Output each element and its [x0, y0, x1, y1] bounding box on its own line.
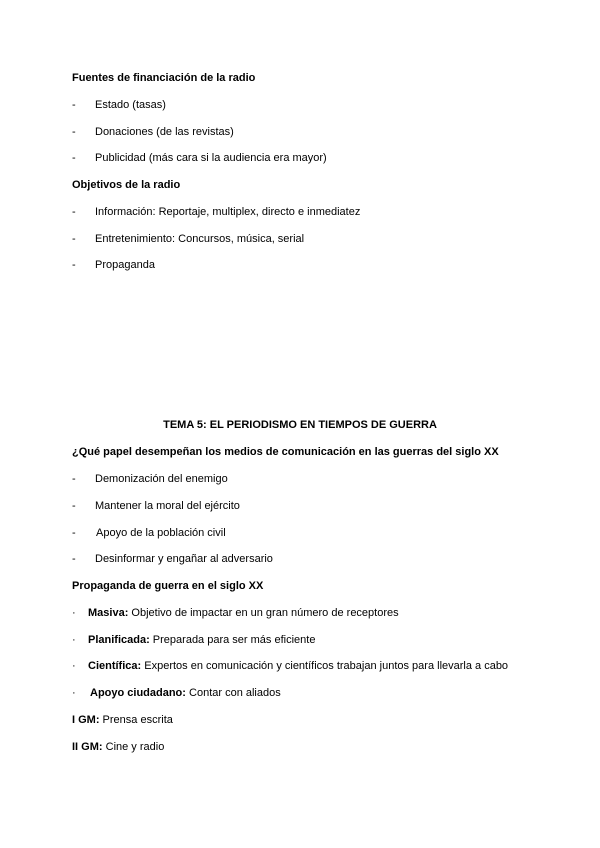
- term-description: Objetivo de impactar en un gran número de receptores: [128, 607, 399, 619]
- paragraph-igm: [72, 714, 173, 726]
- dot-bullet: ·: [72, 634, 76, 646]
- dash-bullet: -: [72, 553, 76, 565]
- heading-financiacion: Fuentes de financiación de la radio: [72, 72, 256, 84]
- tema-title: TEMA 5: EL PERIODISMO EN TIEMPOS DE GUERRA: [163, 419, 437, 431]
- dash-bullet: -: [72, 259, 76, 271]
- term-label: Masiva:: [88, 607, 129, 619]
- list-item-text: Demonización del enemigo: [95, 473, 228, 485]
- paragraph-iigm: [72, 741, 164, 753]
- list-item-text: Propaganda: [95, 259, 155, 271]
- list-item-text: Información: Reportaje, multiplex, directo e inmediatez: [95, 206, 361, 218]
- term-description: Preparada para ser más eficiente: [149, 634, 316, 646]
- term-label: II GM:: [72, 741, 103, 753]
- dash-bullet: -: [72, 527, 76, 539]
- list-item-text: Mantener la moral del ejército: [95, 500, 240, 512]
- dot-bullet: ·: [72, 607, 76, 619]
- term-label: Planificada:: [88, 634, 150, 646]
- heading-papel-medios: ¿Qué papel desempeñan los medios de comunicación en las guerras del siglo XX: [72, 446, 499, 458]
- term-label: Científica:: [88, 660, 142, 672]
- dot-bullet: ·: [72, 660, 76, 672]
- dash-bullet: -: [72, 99, 76, 111]
- term-description: Expertos en comunicación y científicos trabajan juntos para llevarla a cabo: [141, 660, 509, 672]
- heading-objetivos: Objetivos de la radio: [72, 179, 181, 191]
- term-label: Apoyo ciudadano:: [90, 687, 186, 699]
- dash-bullet: -: [72, 206, 76, 218]
- term-description: Cine y radio: [102, 741, 165, 753]
- list-item-text: Desinformar y engañar al adversario: [95, 553, 273, 565]
- dot-bullet: ·: [72, 687, 76, 699]
- dash-bullet: -: [72, 126, 76, 138]
- list-item-text: Apoyo de la población civil: [96, 527, 226, 539]
- list-item-text: Estado (tasas): [95, 99, 166, 111]
- dash-bullet: -: [72, 233, 76, 245]
- dash-bullet: -: [72, 473, 76, 485]
- dash-bullet: -: [72, 152, 76, 164]
- list-item-text: Entretenimiento: Concursos, música, serial: [95, 233, 305, 245]
- list-item-text: Publicidad (más cara si la audiencia era mayor): [95, 152, 327, 164]
- list-item-text: Donaciones (de las revistas): [95, 126, 234, 138]
- heading-propaganda-guerra: Propaganda de guerra en el siglo XX: [72, 580, 264, 592]
- dash-bullet: -: [72, 500, 76, 512]
- term-description: Contar con aliados: [185, 687, 281, 699]
- term-label: I GM:: [72, 714, 100, 726]
- term-description: Prensa escrita: [99, 714, 173, 726]
